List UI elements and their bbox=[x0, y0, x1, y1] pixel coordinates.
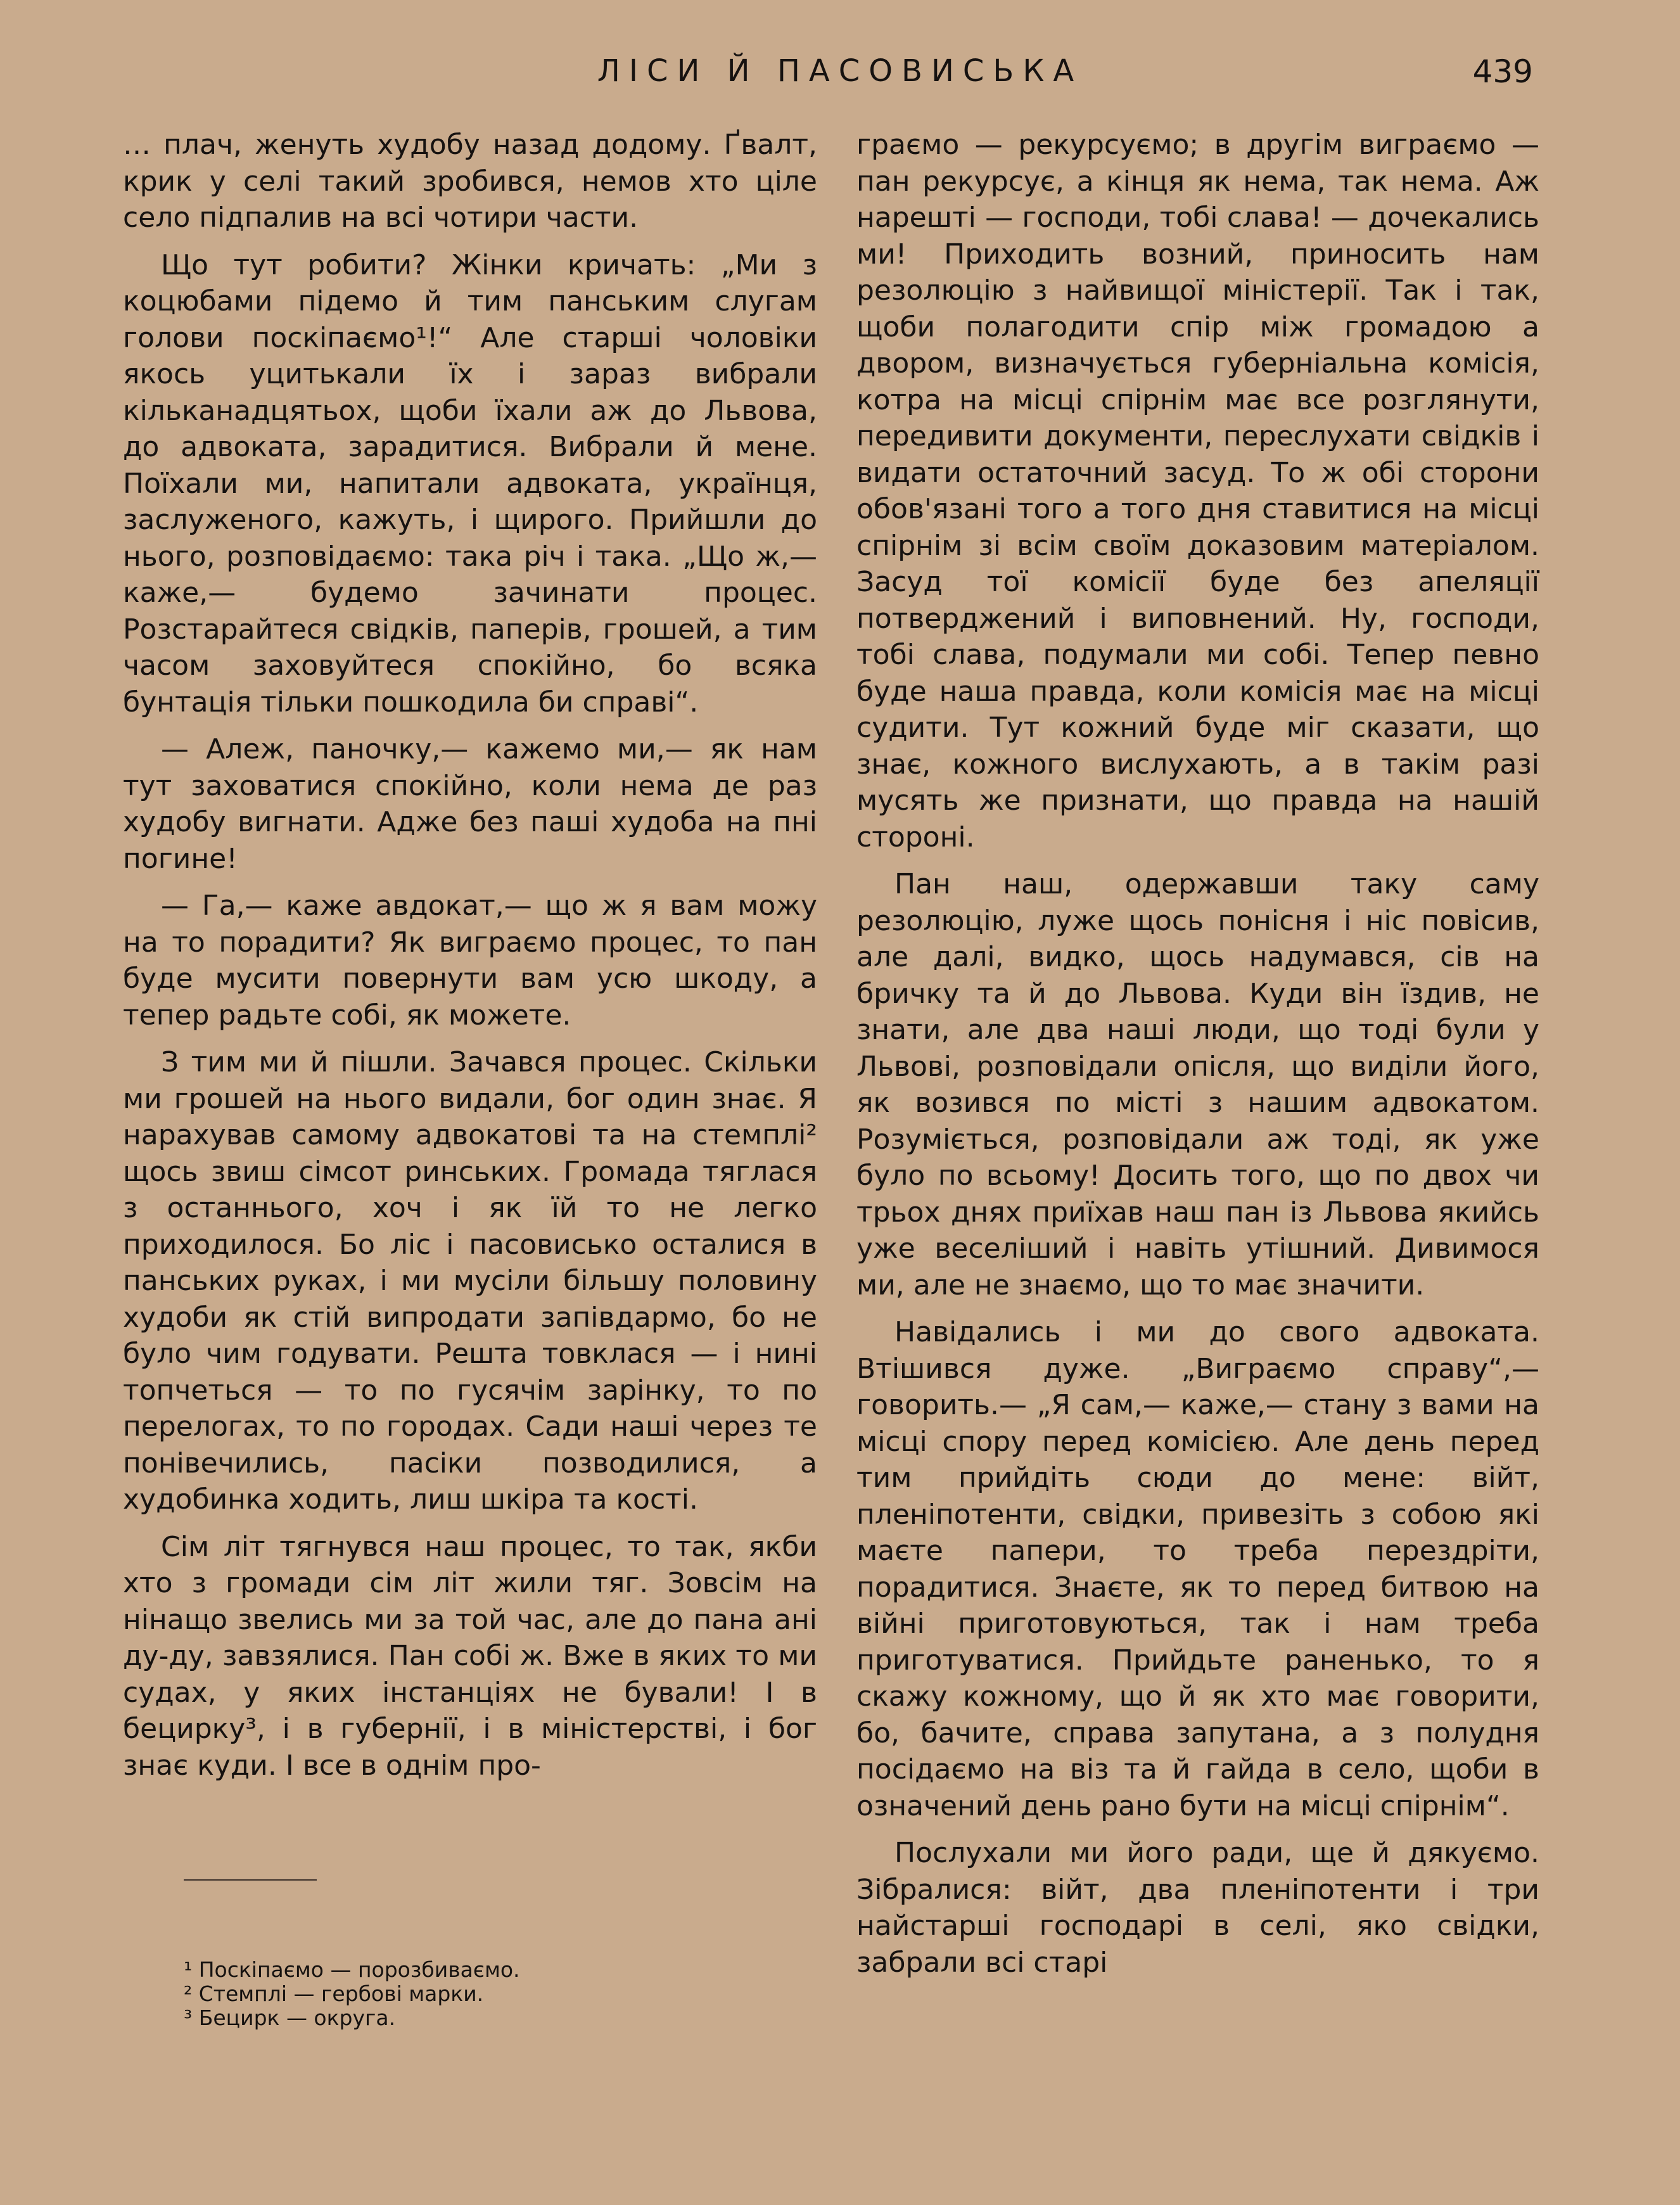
paragraph: Сім літ тягнувся наш процес, то так, якби хто з громади сім літ жили тяг. Зовсім на нінащо звелись ми за той час, але до пана ані ду-ду, завзялися. Пан собі ж. Вже в яких то ми судах, у яких інстанціях не бували! І в бецирку³, і в губернії, і в міністерстві, і бог знає куди. І все в однім про- bbox=[123, 1530, 817, 1782]
paragraph: — Алеж, паночку,— кажемо ми,— як нам тут заховатися спокійно, коли нема де раз худобу вигнати. Адже без паші худоба на пні погине! bbox=[123, 733, 817, 875]
paragraph: Що тут робити? Жінки кричать: „Ми з коцюбами підемо й тим панським слугам голови поскіпаємо¹!“ Але старші чоловіки якось уцитькали їх і зараз вибрали кільканадцятьох, щоби їхали аж до Львова, до адвоката, зарадитися. Вибрали й мене. Поїхали ми, напитали адвоката, українця, заслуженого, кажуть, і щирого. Прийшли до нього, розповідаємо: така річ і така. „Що ж,— каже,— будемо зачинати процес. Розстарайтеся свідків, паперів, грошей, а тим часом заховуйтеся спокійно, бо всяка бунтація тільки пошкодила би справі“. bbox=[123, 248, 817, 719]
left-column bbox=[123, 127, 817, 1794]
page-number: 439 bbox=[1472, 53, 1533, 90]
footnote: ³ Бецирк — округа. bbox=[184, 2005, 396, 2030]
footnotes bbox=[184, 1958, 754, 2030]
paragraph: З тим ми й пішли. Зачався процес. Скільки ми грошей на нього видали, бог один знає. Я нарахував самому адвокатові та на стемплі² щось звиш сімсот ринських. Громада тяглася з останнього, хоч і як їй то не легко приходилося. Бо ліс і пасовисько осталися в панських руках, і ми мусіли більшу половину худоби як стій випродати запівдармо, бо не було чим годувати. Решта товклася — і нині топчеться — то по гусячім зарінку, то по перелогах, то по городах. Сади наші через те понівечились, пасіки позводилися, а худобинка ходить, лиш шкіра та кості. bbox=[123, 1046, 817, 1516]
right-column bbox=[856, 127, 1539, 1991]
paragraph: … плач, женуть худобу назад додому. Ґвалт, крик у селі такий зробився, немов хто ціле село підпалив на всі чотири части. bbox=[123, 129, 817, 234]
page-header bbox=[0, 53, 1680, 110]
paragraph: — Га,— каже авдокат,— що ж я вам можу на то порадити? Як виграємо процес, то пан буде мусити повернути вам усю шкоду, а тепер радьте собі, як можете. bbox=[123, 890, 817, 1032]
running-title: ЛІСИ Й ПАСОВИСЬКА bbox=[597, 53, 1083, 89]
paragraph: граємо — рекурсуємо; в другім виграємо — пан рекурсує, а кінця як нема, так нема. Аж нарешті — господи, тобі слава! — дочекались ми! Приходить возний, приносить нам резолюцію з найвищої міністерії. Так і так, щоби полагодити спір між громадою а двором, визначується губерніальна комісія, котра на місці спірнім має все розглянути, передивити документи, переслухати свідків і видати остаточний засуд. То ж обі сторони обов'язані того а того дня ставитися на місці спірнім зі всім своїм доказовим матеріалом. Засуд тої комісії буде без апеляції потверджений і виповнений. Ну, господи, тобі слава, подумали ми собі. Тепер певно буде наша правда, коли комісія має на місці судити. Тут кожний буде міг сказати, що знає, кожного вислухають, а в такім разі мусять же признати, що правда на нашій стороні. bbox=[856, 129, 1539, 853]
paragraph: Навідались і ми до свого адвоката. Втішився дуже. „Виграємо справу“,— говорить.— „Я сам,— каже,— стану з вами на місці спору перед комісією. Але день перед тим прийдіть сюди до мене: війт, пленіпотенти, свідки, привезіть з собою які маєте папери, то треба перездріти, порадитися. Знаєте, як то перед битвою на війні приготовуються, так і нам треба приготуватися. Прийдьте раненько, то я скажу кожному, що й як хто має говорити, бо, бачите, справа запутана, а з полудня посідаємо на віз та й гайда в село, щоби в означений день рано бути на місці спірнім“. bbox=[856, 1316, 1539, 1822]
footnote: ² Стемплі — гербові марки. bbox=[184, 1981, 484, 2006]
paragraph: Пан наш, одержавши таку саму резолюцію, лужe щось понісня і ніс повісив, але далі, видко, щось надумався, сів на бричку та й до Львова. Куди він їздив, не знати, але два наші люди, що тоді були у Львові, розповідали опісля, що виділи його, як возився по місті з нашим адвокатом. Розуміється, розповідали аж тоді, як уже було по всьому! Досить того, що по двох чи трьох днях приїхав наш пан із Львова якийсь уже веселіший і навіть утішний. Дивимося ми, але не знаємо, що то має значити. bbox=[856, 868, 1539, 1301]
footnote-divider bbox=[184, 1879, 317, 1881]
footnote: ¹ Поскіпаємо — порозбиваємо. bbox=[184, 1957, 520, 1982]
paragraph: Послухали ми його ради, ще й дякуємо. Зібралися: війт, два пленіпотенти і три найстарші господарі в селі, яко свідки, забрали всі старі bbox=[856, 1837, 1539, 1979]
